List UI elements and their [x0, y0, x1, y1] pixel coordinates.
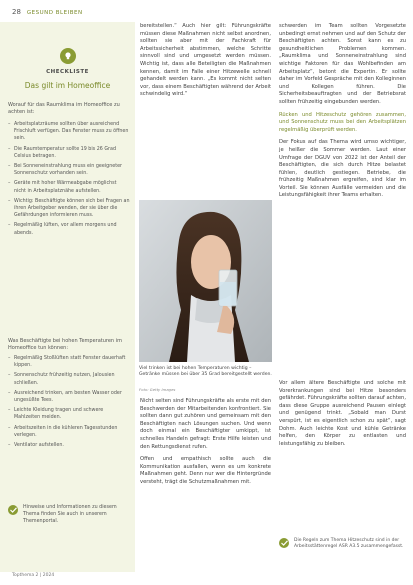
photo-caption: Viel trinken ist bei hohen Temperaturen wichtig – Getränke müssen bei über 35 Grad bereitgestellt werden.	[139, 366, 272, 378]
list-item: – Sonnenschutz frühzeitig nutzen, Jalousien schließen.	[8, 372, 130, 386]
paragraph: bereitstellen.“ Auch hier gilt: Führungskräfte müssen diese Maßnahmen nicht selbst anordnen, sollten sie aber mit der Fachkraft für Arbeitssicherheit abstimmen, welche Schritte sinnvoll sind und umgesetzt werden müssen. Wichtig ist, dass alle Beteiligten die Maßnahmen kennen, damit im Falle einer Hitzewelle schnell gehandelt werden kann. „Es kommt nicht selten vor, dass einem Beschäftigten während der Arbeit schwindelig wird.“	[140, 23, 271, 98]
checklist-section-heading: Was Beschäftigte bei hohen Temperaturen im Homeoffice tun können:	[8, 338, 122, 352]
article-column-middle-lower	[140, 398, 271, 492]
section-title: GESUND BLEIBEN	[26, 10, 83, 16]
paragraph-highlight: Rücken und Hitzeschutz gehören zusammen, und Sonnenschutz muss bei den Arbeitsplätzen regelmäßig überprüft werden.	[279, 111, 406, 133]
page-number: 28	[12, 8, 21, 16]
page-header	[12, 8, 83, 16]
woman-drinking-water-photo	[139, 200, 272, 362]
list-item: – Geräte mit hoher Wärmeabgabe möglichst nicht in Arbeitsplatznähe aufstellen.	[8, 180, 130, 194]
article-column-middle	[140, 23, 271, 104]
paragraph: Offen und empathisch sollte auch die Kommunikation ausfallen, wenn es um konkrete Maßnahmen geht. Denn nur wer die Hintergründe versteht, trägt die Schutzmaßnahmen mit.	[140, 456, 271, 485]
checkmark-icon	[8, 505, 18, 515]
list-item: – Ausreichend trinken, am besten Wasser oder ungesüßte Tees.	[8, 390, 130, 404]
list-item: – Arbeitsplatzräume sollten über ausreichend Frischluft verfügen. Das Fenster muss zu öffnen sein.	[8, 121, 130, 143]
list-item: – Bei Sonneneinstrahlung muss ein geeigneter Sonnenschutz vorhanden sein.	[8, 163, 130, 177]
page-footer: Topthema 2 | 2024	[12, 573, 55, 578]
checklist-room-climate	[8, 121, 130, 240]
list-item: – Regelmäßig lüften, vor allem morgens und abends.	[8, 222, 130, 236]
checklist-title: Das gilt im Homeoffice	[24, 81, 111, 90]
paragraph: schwerden im Team sollten Vorgesetzte unbedingt ernst nehmen und auf den Schutz der Beschäftigten achten. Sonst kann es zu gesundheitlichen Problemen kommen. „Raumklima und Sonneneinstrahlung sind wichtige Faktoren für das Wohlbefinden am Arbeitsplatz“, betont die Expertin. Er sollte daher im Vorfeld Gespräche mit den Kolleginnen und Kollegen führen. Die Sicherheitsbeauftragten und der Betriebsrat sollten frühzeitig eingebunden werden.	[279, 23, 406, 105]
list-item: – Die Raumtemperatur sollte 19 bis 26 Grad Celsius betragen.	[8, 146, 130, 160]
checklist-legend	[8, 505, 130, 525]
list-item: – Regelmäßig Stoßlüften statt Fenster dauerhaft kippen.	[8, 355, 130, 369]
paragraph: Vor allem ältere Beschäftigte und solche mit Vorerkrankungen sind bei Hitze besonders gefährdet. Führungskräfte sollten darauf achten, dass diese Gruppe ausreichend Pausen einlegt und genügend trinkt. „Sobald man Durst verspürt, ist es eigentlich schon zu spät“, sagt Dohm. Auch leichte Kost und kühle Getränke helfen, den Körper zu entlasten und leistungsfähig zu bleiben.	[279, 380, 406, 447]
paragraph: Nicht selten sind Führungskräfte als erste mit den Beschwerden der Mitarbeitenden konfrontiert. Sie sollten dann gut zuhören und gemeinsam mit den Beschäftigten nach Lösungen suchen. Und wenn doch einmal ein Beschäftigter umkippt, ist schnelles Handeln gefragt: Erste Hilfe leisten und den Rettungsdienst rufen.	[140, 398, 271, 450]
checklist-label: CHECKLISTE	[46, 69, 89, 75]
paragraph: Der Fokus auf das Thema wird umso wichtiger, je heißer die Sommer werden. Laut einer Umfrage der DGUV von 2022 ist der Anteil der Beschäftigten, die sich durch Hitze belastet fühlen, deutlich gestiegen. Betriebe, die frühzeitig Maßnahmen ergreifen, sind klar im Vorteil. Sie können Ausfälle vermeiden und die Leistungsfähigkeit ihrer Teams erhalten.	[279, 139, 406, 199]
footnote-text: Die Regeln zum Thema Hitzeschutz sind in der Arbeitsstättenregel ASR A3.5 zusammengefasst.	[294, 538, 404, 550]
legend-text: Hinweise und Informationen zu diesem Thema finden Sie auch in unserem Themenportal.	[23, 505, 117, 524]
light-bulb-icon	[60, 48, 76, 64]
article-column-right	[279, 23, 406, 205]
photo-credit: Foto: Getty Images	[139, 387, 176, 392]
info-footnote	[279, 538, 406, 550]
article-column-right-lower	[279, 380, 406, 453]
checklist-intro: Worauf für das Raumklima im Homeoffice zu achten ist:	[8, 102, 120, 116]
list-item: – Leichte Kleidung tragen und schwere Mahlzeiten meiden.	[8, 407, 130, 421]
checklist-heat-tips	[8, 355, 130, 452]
checkmark-icon	[279, 538, 289, 548]
list-item: – Arbeitszeiten in die kühleren Tagesstunden verlegen.	[8, 425, 130, 439]
list-item: – Wichtig: Beschäftigte können sich bei Fragen an ihren Arbeitgeber wenden, der sie über die Gefährdungen informieren muss.	[8, 198, 130, 220]
list-item: – Ventilator aufstellen.	[8, 442, 130, 449]
